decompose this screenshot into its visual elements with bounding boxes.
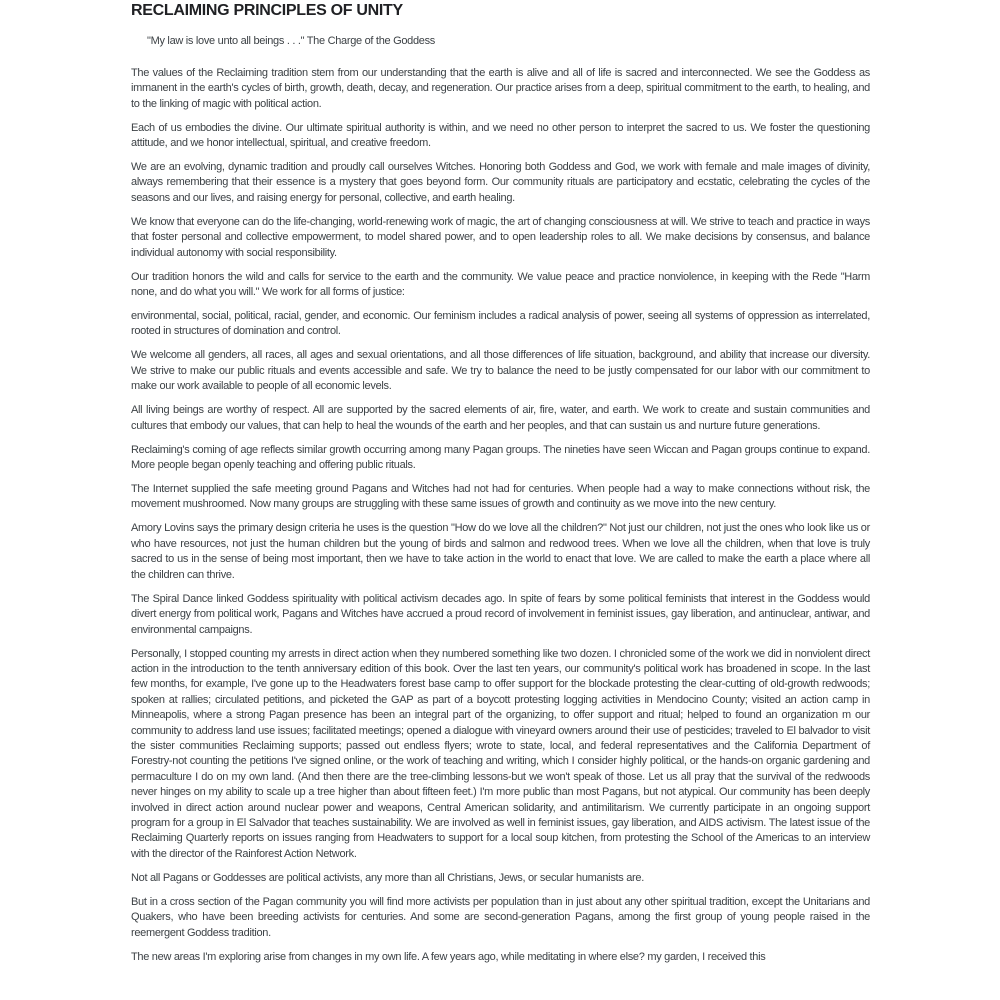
- paragraph-10: The Internet supplied the safe meeting ground Pagans and Witches had not had for centuries. When people had a way to make connections without risk, the movement mushroomed. Now many groups are struggling with these same issues of growth and continuity as we move into the new century.: [131, 483, 870, 511]
- page-title: RECLAIMING PRINCIPLES OF UNITY: [131, 2, 403, 19]
- paragraph-1: The values of the Reclaiming tradition stem from our understanding that the earth is alive and all of life is sacred and interconnected. We see the Goddess as immanent in the earth's cycles of birth, growth, death, decay, and regeneration. Our practice arises from a deep, spiritual commitment to the earth, to healing, and to the linking of magic with political action.: [131, 66, 870, 110]
- paragraph-7: We welcome all genders, all races, all ages and sexual orientations, and all those differences of life situation, background, and ability that increase our diversity. We strive to make our public rituals and events accessible and safe. We try to balance the need to be justly compensated for our labor with our commitment to make our work available to people of all economic levels.: [131, 349, 870, 393]
- paragraph-9: Reclaiming's coming of age reflects similar growth occurring among many Pagan groups. The nineties have seen Wiccan and Pagan groups continue to expand. More people began openly teaching and offering public rituals.: [131, 443, 870, 472]
- paragraph-2: Each of us embodies the divine. Our ultimate spiritual authority is within, and we need no other person to interpret the sacred to us. We foster the questioning attitude, and we honor intellectual, spiritual, and creative freedom.: [131, 121, 870, 150]
- paragraph-8: All living beings are worthy of respect. All are supported by the sacred elements of air, fire, water, and earth. We work to create and sustain communities and cultures that embody our values, that can help to heal the wounds of the earth and her peoples, and that can sustain us and nurture future generations.: [131, 404, 870, 432]
- paragraph-12: The Spiral Dance linked Goddess spirituality with political activism decades ago. In spite of fears by some political feminists that interest in the Goddess would divert energy from political work, Pagans and Witches have accrued a proud record of involvement in feminist issues, gay liberation, and antinuclear, antiwar, and environmental campaigns.: [131, 592, 870, 636]
- paragraph-4: We know that everyone can do the life-changing, world-renewing work of magic, the art of changing consciousness at will. We strive to teach and practice in ways that foster personal and collective empowerment, to model shared power, and to open leadership roles to all. We make decisions by consensus, and balance individual autonomy with social responsibility.: [131, 215, 870, 259]
- paragraph-3: We are an evolving, dynamic tradition and proudly call ourselves Witches. Honoring both Goddess and God, we work with female and male images of divinity, always remembering that their essence is a mystery that goes beyond form. Our community rituals are participatory and ecstatic, celebrating the cycles of the seasons and our lives, and raising energy for personal, collective, and earth healing.: [131, 161, 870, 204]
- paragraph-11: Amory Lovins says the primary design criteria he uses is the question "How do we love all the children?" Not just our children, not just the ones who look like us or who have resources, not just the human children but the young of birds and salmon and redwood trees. When we love all the children, when that love is truly sacred to us in the sense of being most important, then we have to take action in the world to enact that love. We are called to make the earth a place where all the children can thrive.: [131, 522, 870, 581]
- paragraph-6: environmental, social, political, racial, gender, and economic. Our feminism includes a radical analysis of power, seeing all systems of oppression as interrelated, rooted in structures of domination and control.: [131, 310, 870, 338]
- paragraph-16: The new areas I'm exploring arise from changes in my own life. A few years ago, while meditating in where else? my garden, I received this: [131, 950, 766, 963]
- paragraph-15: But in a cross section of the Pagan community you will find more activists per population than in just about any other spiritual tradition, except the Unitarians and Quakers, who have been breeding activists for centuries. And some are second-generation Pagans, among the first group of young people raised in the reemergent Goddess tradition.: [131, 895, 870, 939]
- document-body: [131, 66, 870, 965]
- epigraph: "My law is love unto all beings . . ." The Charge of the Goddess: [147, 35, 436, 48]
- paragraph-5: Our tradition honors the wild and calls for service to the earth and the community. We value peace and practice nonviolence, in keeping with the Rede "Harm none, and do what you will." We work for all forms of justice:: [131, 270, 870, 299]
- paragraph-14: Not all Pagans or Goddesses are political activists, any more than all Christians, Jews, or secular humanists are.: [131, 871, 644, 884]
- paragraph-13: Personally, I stopped counting my arrests in direct action when they numbered something like two dozen. I chronicled some of the work we did in nonviolent direct action in the introduction to the tenth anniversary edition of this book. Over the last ten years, our community's political work has broadened in scope. In the last few months, for example, I've gone up to the Headwaters forest base camp to offer support for the blockade protesting the clear-cutting of old-growth redwoods; spoken at rallies; circulated petitions, and picketed the GAP as part of a boycott protesting logging activities in Mendocino County; visited an action camp in Minneapolis, where a strong Pagan presence has been an integral part of the organizing, to offer support and ritual; helped to found an organization m our community to address land use issues; facilitated meetings; opened a dialogue with vineyard owners around their use of pesticides; traveled to El balvador to visit the sister communities Reclaiming supports; passed out endless flyers; wrote to state, local, and federal representatives and the California Department of Forestry-not counting the petitions I've signed online, or the work of teaching and writing, which I consider highly political, or the hands-on organic gardening and permaculture I do on my own land. (And then there are the tree-climbing lessons-but we won't speak of those. Let us all pray that the survival of the redwoods never hinges on my ability to scale up a tree higher than about fifteen feet.) I'm more public than most Pagans, but not atypical. Our community has been deeply involved in direct action around nuclear power and weapons, Central American solidarity, and antimilitarism. We currently participate in an ongoing support program for a group in El Salvador that teaches sustainability. We are involved as well in feminist issues, gay liberation, and AIDS activism. The latest issue of the Reclaiming Quarterly reports on issues ranging from Headwaters to support for a local soup kitchen, from protesting the School of the Americas to an interview with the director of the Rainforest Action Network.: [131, 647, 870, 860]
